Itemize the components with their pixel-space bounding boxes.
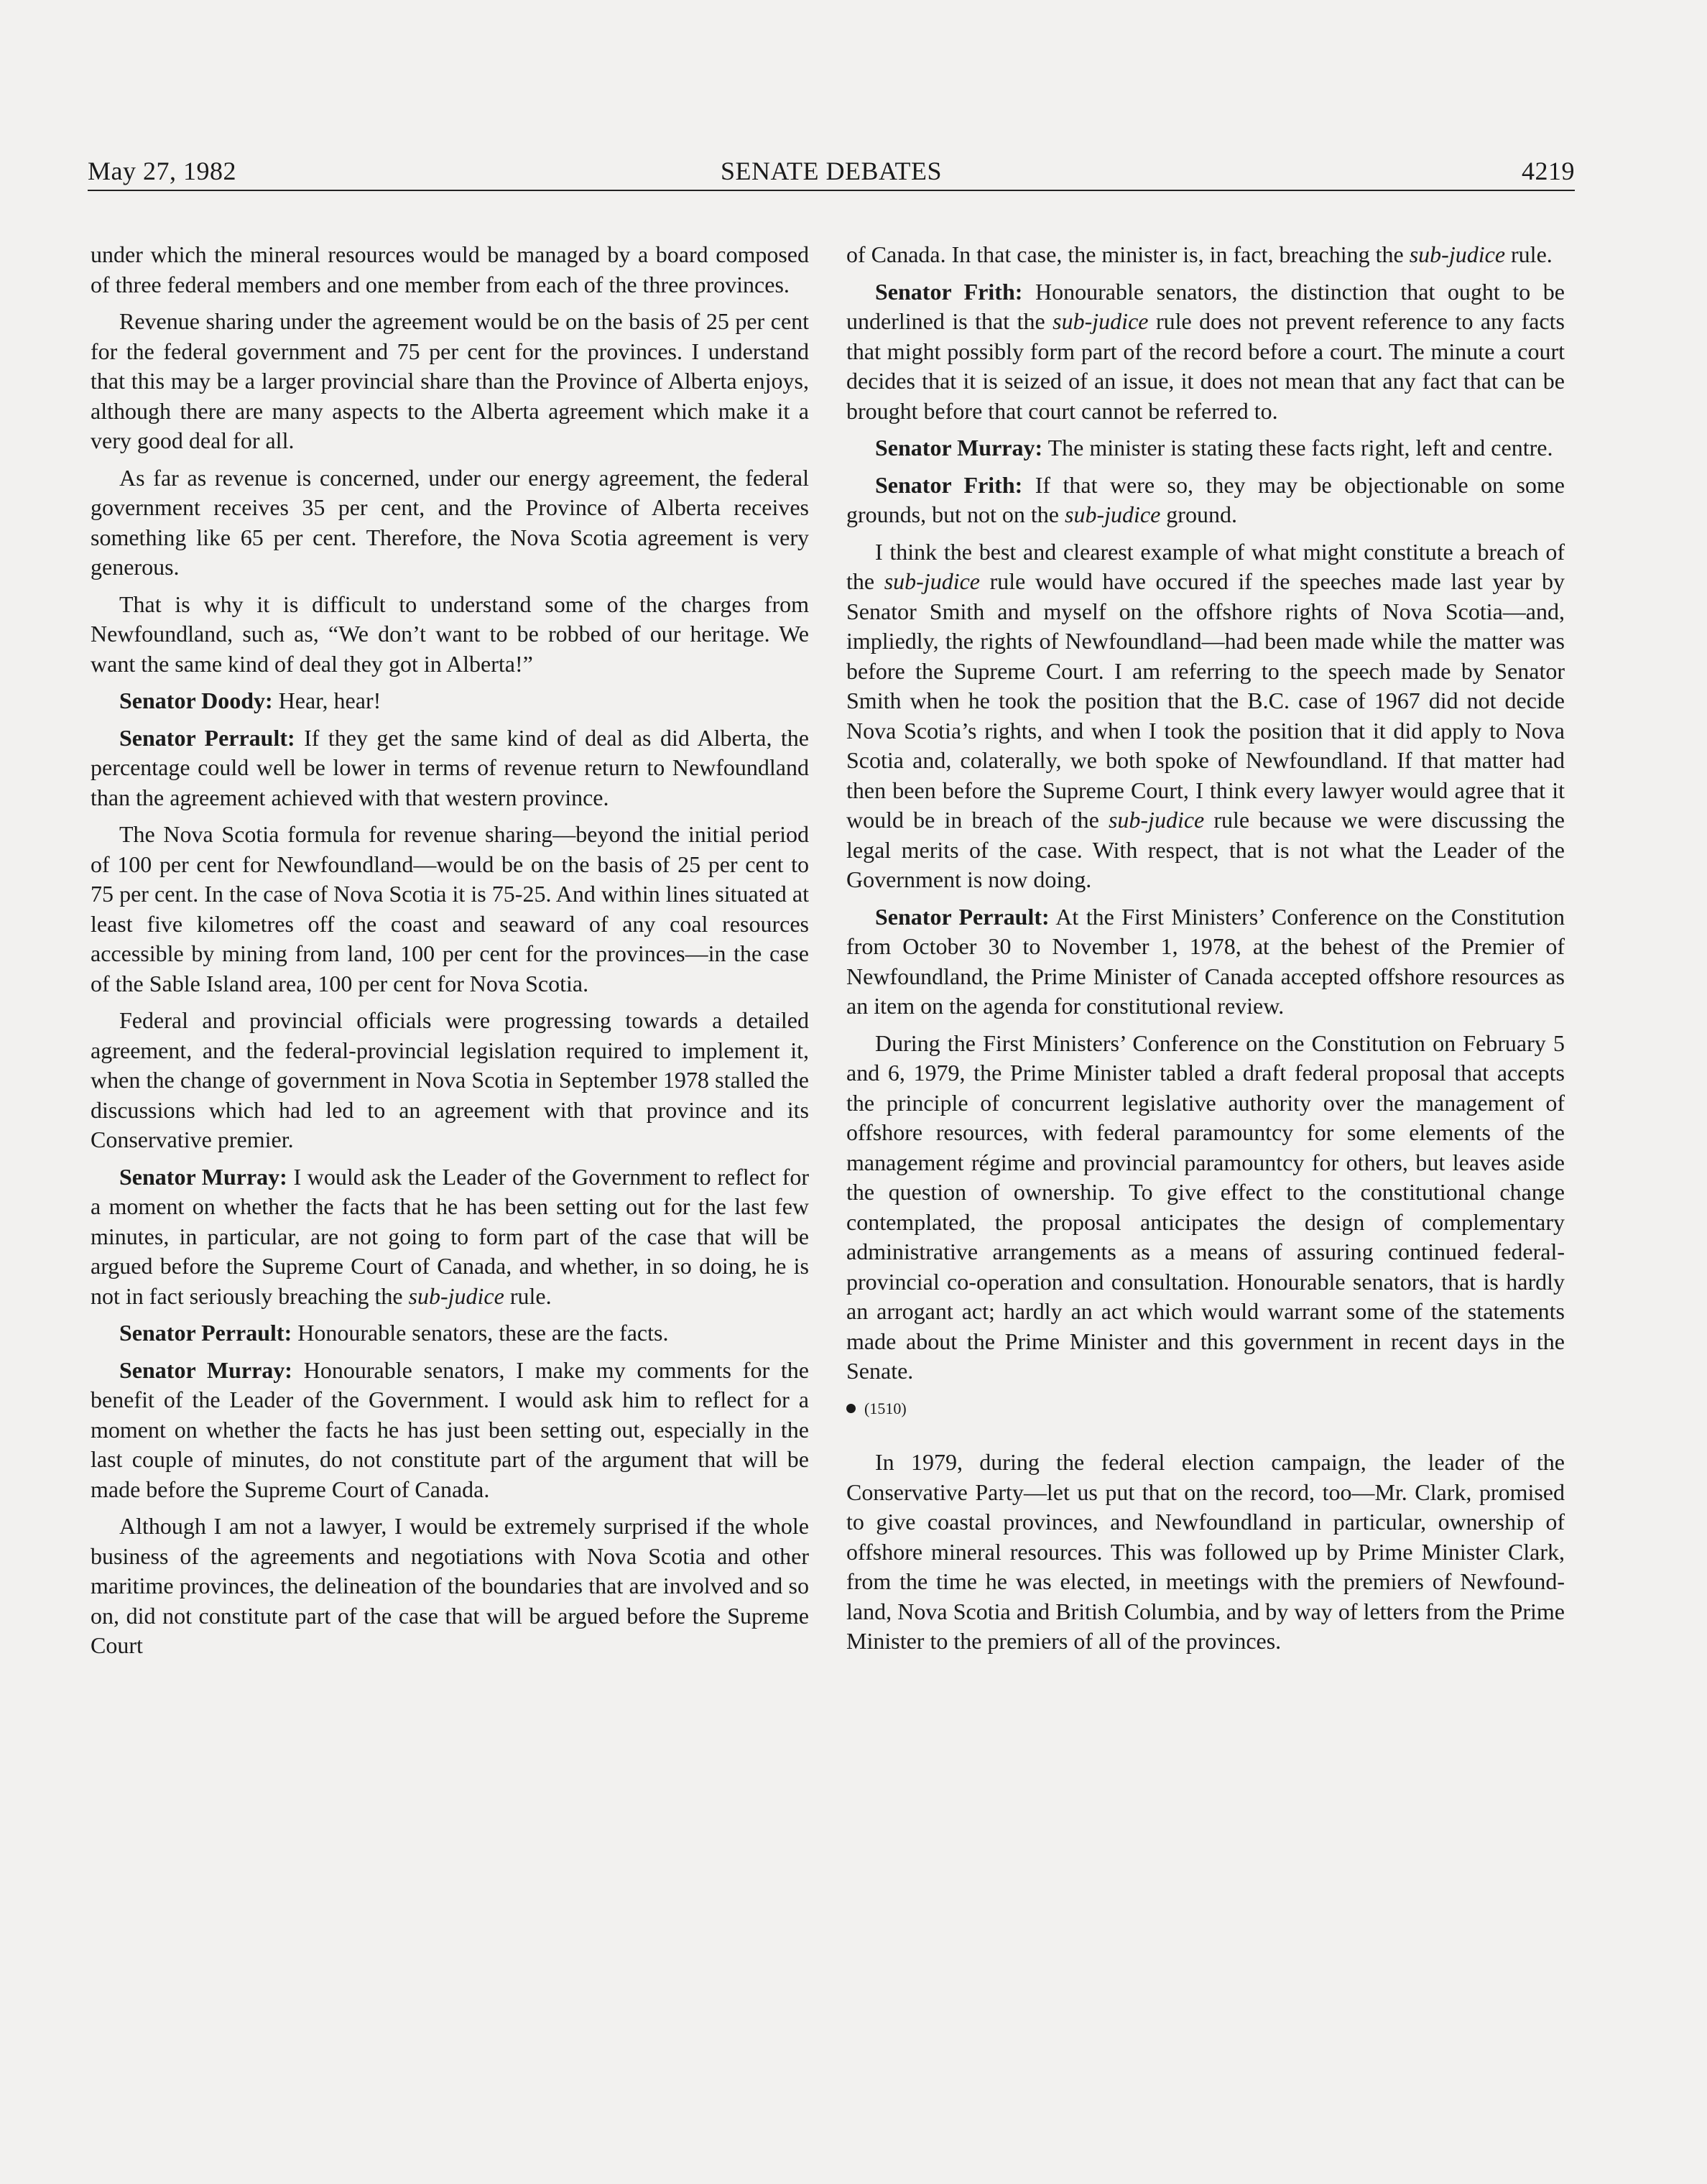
paragraph: That is why it is difficult to understand some of the charges from Newfoundland, such as, “We don’t want to be robbed of our heritage. We want the same kind of deal they got in Alberta!” xyxy=(91,591,809,677)
bullet-icon xyxy=(846,1404,856,1413)
header-page-number: 4219 xyxy=(1522,157,1575,185)
speaker-name: Senator Perrault: xyxy=(119,1320,292,1346)
paragraph: Revenue sharing under the agreement would be on the basis of 25 per cent for the federal government and 75 per cent for the provinces. I understand that this may be a larger provincial share than the Province of Alberta enjoys, although there are many aspects to the Alberta agreement which make it a very good deal for all. xyxy=(91,308,809,453)
header-title: SENATE DEBATES xyxy=(720,157,942,185)
paragraph: under which the mineral resources would be managed by a board composed of three federal members and one member from each of the three provinces. xyxy=(91,241,809,297)
paragraph: Federal and provincial officials were progressing towards a detailed agreement, and the federal-provincial legislation required to implement it, when the change of government in Nova Scotia in September 1978 stalled the discussions which had led to an agreement with that province and its Conservative premier. xyxy=(91,1007,809,1152)
speaker-paragraph: Senator Murray: Honourable senators, I make my comments for the benefit of the Leader of the Government. I would ask him to reflect for a moment on whether the facts he has just been setting out, especially in the last couple of minutes, do not constitute part of the argument that will be made before the Supreme Court of Canada. xyxy=(91,1356,810,1502)
speaker-name: Senator Murray: xyxy=(119,1163,287,1190)
header-date: May 27, 1982 xyxy=(88,157,236,185)
speaker-name: Senator Frith: xyxy=(875,278,1023,305)
speaker-paragraph: Senator Perrault: Honourable senators, these are the facts. xyxy=(119,1320,669,1346)
left-column xyxy=(91,240,809,1668)
speaker-name: Senator Doody: xyxy=(119,688,273,713)
paragraph: Although I am not a lawyer, I would be extremely surprised if the whole business of the agreements and negotiations with Nova Scotia and other maritime provinces, the delineation of the boundaries that are involved and so on, did not constitute part of the case that will be argued before the Supreme Court xyxy=(91,1513,809,1658)
speaker-paragraph: Senator Perrault: At the First Ministers’ Conference on the Constitution from October 30 to November 1, 1978, at the behest of the Premier of Newfoundland, the Prime Minister of Canada accepted offshore resources as an item on the agenda for constitutional review. xyxy=(846,903,1565,1019)
speaker-name: Senator Perrault: xyxy=(119,724,295,751)
speaker-name: Senator Murray: xyxy=(119,1356,292,1383)
paragraph: As far as revenue is concerned, under our energy agreement, the federal government receives 35 per cent, and the Province of Alberta receives something like 65 per cent. Therefore, the Nova Scotia agreement is very generous. xyxy=(91,464,809,580)
speaker-paragraph: Senator Murray: I would ask the Leader of the Government to reflect for a moment on whether the facts that he has been setting out for the last few minutes, in particular, are not going to form part of the case that will be argued before the Supreme Court of Canada, and whether, in so doing, he is not in fact seriously breaching the sub-judice rule. xyxy=(91,1163,810,1309)
paragraph: In 1979, during the federal election campaign, the leader of the Conservative Party—let us put that on the record, too—Mr. Clark, promised to give coastal provinces, and Newfoundland in particular, ownership of offshore mineral resources. This was followed up by Prime Minister Clark, from the time he was elected, in meetings with the premiers of Newfoundland, Nova Scotia and British Columbia, and by way of letters from the Prime Minister to the premiers of all of the provinces. xyxy=(846,1449,1565,1654)
speaker-name: Senator Frith: xyxy=(875,471,1023,498)
paragraph: During the First Ministers’ Conference on the Constitution on February 5 and 6, 1979, the Prime Minister tabled a draft federal proposal that accepts the principle of concurrent legislative authority over the management of offshore resources, with federal paramountcy for some elements of the management régime and provincial paramountcy for others, but leaves aside the question of ownership. To give effect to the constitutional change contemplated, the proposal anticipates the design of complementary administrative arrangements as a means of assuring continued federal-provincial co-operation and consultation. Honourable senators, that is hardly an arrogant act; hardly an act which would warrant some of the statements made about the Prime Minister and this government in recent days in the Senate. xyxy=(846,1029,1565,1384)
speaker-paragraph: Senator Perrault: If they get the same kind of deal as did Alberta, the percentage could well be lower in terms of revenue return to Newfoundland than the agreement achieved with that western province. xyxy=(91,724,810,810)
paragraph: The Nova Scotia formula for revenue sharing—beyond the initial period of 100 per cent for Newfoundland—would be on the basis of 25 per cent to 75 per cent. In the case of Nova Scotia it is 75-25. And within lines situated at least five kilometres off the coast and seaward of any coal resources accessible by mining from land, 100 per cent for the provinces—in the case of the Sable Island area, 100 per cent for Nova Scotia. xyxy=(91,821,809,996)
speaker-paragraph: Senator Murray: The minister is stating these facts right, left and centre. xyxy=(875,435,1553,461)
speaker-name: Senator Murray: xyxy=(875,435,1043,461)
right-column xyxy=(846,240,1565,1664)
speaker-paragraph: Senator Doody: Hear, hear! xyxy=(119,688,381,713)
paragraph: of Canada. In that case, the minister is, in fact, breaching the sub-judice rule. xyxy=(846,241,1553,267)
speaker-paragraph: Senator Frith: If that were so, they may be objectionable on some grounds, but not on the sub-judice ground. xyxy=(846,471,1565,527)
speaker-name: Senator Perrault: xyxy=(875,903,1050,930)
page-header xyxy=(88,148,1575,191)
time-marker-label: (1510) xyxy=(864,1399,907,1417)
paragraph: I think the best and clearest example of what might constitute a breach of the sub-judice rule would have occured if the speeches made last year by Senator Smith and myself on the offshore rights of Nova Scotia—and, impliedly, the rights of Newfoundland—had been made while the matter was before the Supreme Court. I am referring to the speech made by Senator Smith when he took the position that the B.C. case of 1967 did not decide Nova Scotia’s rights, and when I took the position that it did apply to Nova Scotia and, colaterally, we both spoke of Newfoundland. If that matter had then been before the Supreme Court, I think every lawyer would agree that it would be in breach of the sub-judice rule because we were discussing the legal merits of the case. With respect, that is not what the Leader of the Government is now doing. xyxy=(846,538,1565,892)
speaker-paragraph: Senator Frith: Honourable senators, the distinction that ought to be underlined is that the sub-judice rule does not prevent reference to any facts that might possibly form part of the record before a court. The minute a court decides that it is seized of an issue, it does not mean that any fact that can be brought before that court cannot be referred to. xyxy=(846,278,1565,424)
time-marker xyxy=(846,1394,1565,1424)
